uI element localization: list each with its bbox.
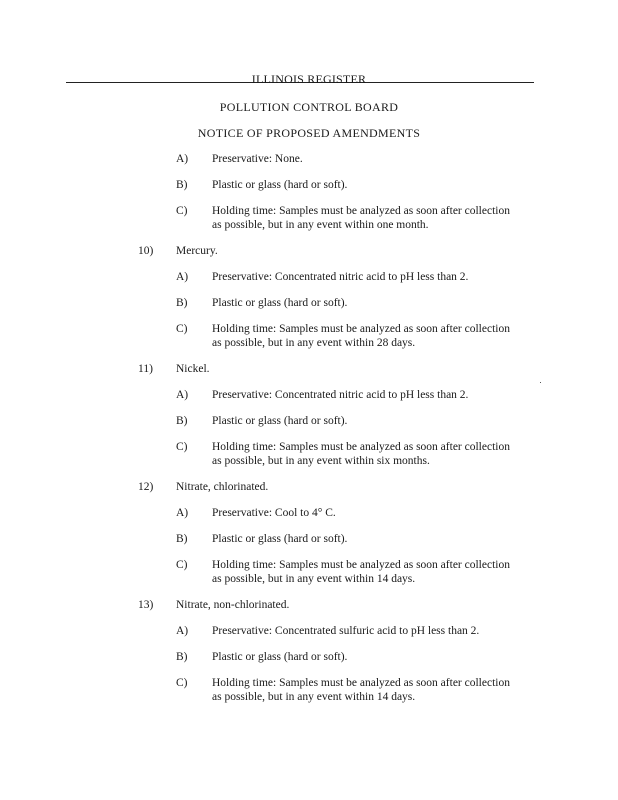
sub-item-letter: A) [176,507,189,519]
sub-item-text: Plastic or glass (hard or soft). [212,415,348,427]
sub-item-letter: A) [176,389,189,401]
section-number: 11) [138,363,153,375]
sub-item-text: Holding time: Samples must be analyzed as soon after collection [212,677,510,689]
sub-item-text: Holding time: Samples must be analyzed as soon after collection [212,559,510,571]
sub-item-text: Holding time: Samples must be analyzed as soon after collection [212,441,510,453]
notice-title: NOTICE OF PROPOSED AMENDMENTS [197,126,421,140]
scan-speck [540,382,541,383]
sub-item-letter: C) [176,559,188,571]
sub-item-text-cont: as possible, but in any event within 14 days. [212,573,416,585]
sub-item-letter: A) [176,625,189,637]
section-number: 12) [138,481,154,493]
lead-item-letter: C) [176,205,188,217]
sub-item-letter: A) [176,271,189,283]
sub-item-text-cont: as possible, but in any event within 14 days. [212,691,416,703]
section-title: Nitrate, non-chlorinated. [176,599,290,611]
section-title: Nitrate, chlorinated. [176,481,269,493]
register-title: ILLINOIS REGISTER [251,72,367,86]
sub-item-letter: B) [176,297,188,309]
sub-item-text-cont: as possible, but in any event within six months. [212,455,430,467]
sub-item-text: Holding time: Samples must be analyzed as soon after collection [212,323,510,335]
sub-item-text: Preservative: Concentrated sulfuric acid to pH less than 2. [212,625,480,637]
sub-item-letter: B) [176,533,188,545]
lead-item-letter: B) [176,179,188,191]
sub-item-text: Plastic or glass (hard or soft). [212,533,348,545]
sub-item-letter: C) [176,323,188,335]
lead-item-text: Holding time: Samples must be analyzed as soon after collection [212,205,510,217]
sub-item-text: Preservative: Concentrated nitric acid to pH less than 2. [212,271,469,283]
section-number: 10) [138,245,154,257]
lead-item-text-cont: as possible, but in any event within one month. [212,219,429,231]
sub-item-text: Plastic or glass (hard or soft). [212,297,348,309]
sub-item-letter: B) [176,415,188,427]
sub-item-text: Preservative: Cool to 4° C. [212,507,336,519]
sub-item-letter: C) [176,441,188,453]
board-title: POLLUTION CONTROL BOARD [219,100,399,114]
section-title: Mercury. [176,245,218,257]
lead-item-text: Preservative: None. [212,153,303,165]
sub-item-text: Plastic or glass (hard or soft). [212,651,348,663]
sub-item-text: Preservative: Concentrated nitric acid to pH less than 2. [212,389,469,401]
sub-item-letter: B) [176,651,188,663]
section-number: 13) [138,599,154,611]
sub-item-letter: C) [176,677,188,689]
lead-item-letter: A) [176,153,189,165]
lead-item-text: Plastic or glass (hard or soft). [212,179,348,191]
section-title: Nickel. [176,363,210,375]
sub-item-text-cont: as possible, but in any event within 28 days. [212,337,416,349]
